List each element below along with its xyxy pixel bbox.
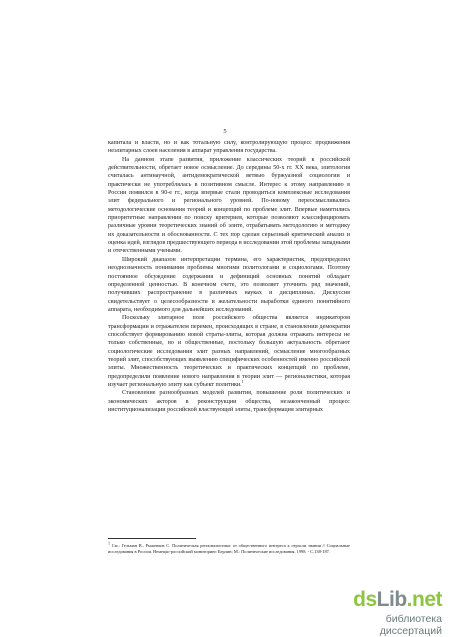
watermark-subtitle: библиотека диссертаций — [379, 613, 442, 637]
footnote-number: 1 — [108, 540, 110, 546]
footnote-marker: 1 — [241, 378, 244, 384]
footnote — [108, 540, 350, 554]
paragraph-with-footnote — [108, 314, 350, 389]
body-text — [108, 139, 350, 414]
paragraph: Широкий диапазон интерпретации термина, его характеристик, предопределил неоднозначность понимания проблемы многими политологами и социологами. Поэтому постоянное обсуждение содержания и дефиниций основных понятий обладает определенной ценностью. В конечном счете, это позволяет уточнить ряд значений, получивших распространение в различных науках и дисциплинах. Дискуссия свидетельствует о целесообразности и желательности выработки единого понятийного аппарата, необходимого для дальнейших исследований. — [108, 256, 350, 313]
dslib-logo: dsLib.net — [353, 588, 442, 611]
watermark — [322, 588, 442, 637]
footnote-divider — [108, 538, 196, 539]
paragraph-continuation: капитала и власти, но и как тотальную силу, контролирующую процесс продвижения неэлитарных слоев населения в аппарат управления государства. — [108, 140, 350, 155]
paragraph-text: Поскольку элитарное поле российского общества является индикатором трансформации и отражателем перемен, происходящих в стране, в становлении демократии способствует формированию новой страты-элиты, которая должна отражать интересы не только собственные, но и общественные, постольку большую актуальность обретают социологические исследования элит разных направлений, осмысление многообразных теорий элит, способствующих выявлению специфических особенностей именно российской элиты. Множественность теоретических и практических концепций по проблеме, предопределили появление нового направления в теории элит — регионалистики, которая изучает региональную элиту как субъект политики. — [108, 315, 350, 388]
paragraph: На данном этапе развития, приложение классических теорий к российской действительности, обретает новое осмысление. До середины 50-х гг. XX века, элитология считалась антинаучной, антидемократической ветвью буржуазной социологии и практически не употреблялась в позитивном смысле. Интерес к этому направлению в России появился в 90-е гг., когда впервые стали проводиться комплексные исследования элит федерального и регионального уровней. По-новому переосмысливались методологические основания теорий и концепций по проблеме элит. Впервые наметились приоритетные направления по поиску критериев, которые позволяют классифицировать различные уровни теоретических знаний об элите, отрабатывать методологию и методику их доказательности и обоснованности. С тех пор сделан серьезный критический анализ и оценка идей, взглядов предшествующего периода в исследовании этой проблемы западными и отечественными учеными. — [108, 156, 350, 255]
footnote-text: См.: Гельман В., Рыженков С. Политическая регионалистика: от общественного интереса к отрасли знания // Социальные исследования в России. Немецко-российский мониторинг. Берлин; М.: Политические исследования. 1998. - С.138-187. — [108, 543, 350, 554]
page-number: 5 — [223, 128, 227, 135]
paragraph: Становление разнообразных моделей развития, повышение роли политических и экономических акторов в реконструкции общества, незаконченный процесс институционализации российской властвующей элиты, трансформация элитарных — [108, 390, 350, 413]
